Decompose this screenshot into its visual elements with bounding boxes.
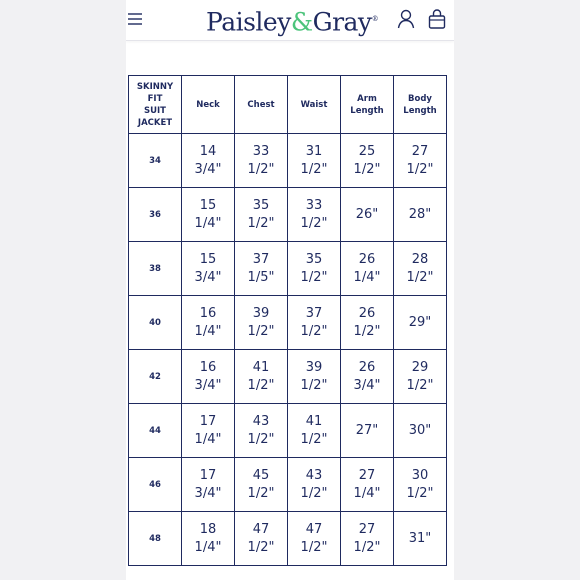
measurement-value: 35: [252, 197, 270, 213]
arm-length-cell: [341, 134, 394, 188]
measurement-value: 1/2": [300, 431, 328, 447]
measurement-value: 1/2": [353, 323, 381, 339]
measurement-value: 27: [358, 467, 376, 483]
measurement-value: 25: [358, 143, 376, 159]
chest-cell: [235, 188, 288, 242]
header-body-length: [394, 76, 447, 134]
measurement-value: 1/2": [406, 377, 434, 393]
chest-cell: [235, 350, 288, 404]
phone-screen: [126, 0, 454, 580]
waist-cell: [288, 512, 341, 566]
header-label-line: Body: [408, 93, 432, 104]
chest-cell: [235, 134, 288, 188]
measurement-value: 1/2": [406, 485, 434, 501]
measurement-value: 1/2": [300, 215, 328, 231]
body-length-cell: [394, 458, 447, 512]
measurement-value: 33: [252, 143, 270, 159]
measurement-value: 30": [408, 422, 432, 438]
size-cell: [129, 134, 182, 188]
size-value: 48: [149, 533, 161, 544]
measurement-value: 1/4": [194, 431, 222, 447]
waist-cell: [288, 296, 341, 350]
table-row: [129, 350, 447, 404]
menu-icon[interactable]: [128, 12, 142, 26]
body-length-cell: [394, 188, 447, 242]
arm-length-cell: [341, 404, 394, 458]
measurement-value: 45: [252, 467, 270, 483]
size-value: 36: [149, 209, 161, 220]
neck-cell: [182, 404, 235, 458]
waist-cell: [288, 350, 341, 404]
measurement-value: 27: [358, 521, 376, 537]
header-neck: [182, 76, 235, 134]
header-suit-jacket: [129, 76, 182, 134]
size-value: 34: [149, 155, 161, 166]
measurement-value: 31": [408, 530, 432, 546]
measurement-value: 1/2": [247, 161, 275, 177]
neck-cell: [182, 134, 235, 188]
measurement-value: 17: [199, 413, 217, 429]
brand-name-part2: Gray: [312, 7, 372, 37]
table-header-row: [129, 76, 447, 134]
body-length-cell: [394, 512, 447, 566]
measurement-value: 16: [199, 305, 217, 321]
waist-cell: [288, 188, 341, 242]
body-length-cell: [394, 350, 447, 404]
neck-cell: [182, 512, 235, 566]
measurement-value: 37: [305, 305, 323, 321]
neck-cell: [182, 242, 235, 296]
header-arm-length: [341, 76, 394, 134]
measurement-value: 3/4": [194, 485, 222, 501]
measurement-value: 16: [199, 359, 217, 375]
measurement-value: 1/2": [247, 215, 275, 231]
size-value: 42: [149, 371, 161, 382]
table-row: [129, 458, 447, 512]
measurement-value: 47: [252, 521, 270, 537]
size-value: 44: [149, 425, 161, 436]
arm-length-cell: [341, 458, 394, 512]
measurement-value: 47: [305, 521, 323, 537]
brand-name-part1: Paisley: [206, 7, 291, 37]
registered-mark: ®: [371, 15, 379, 23]
brand-logo[interactable]: [206, 4, 378, 37]
measurement-value: 39: [305, 359, 323, 375]
measurement-value: 27": [355, 422, 379, 438]
arm-length-cell: [341, 242, 394, 296]
header-label-line: Length: [403, 105, 437, 116]
measurement-value: 29": [408, 314, 432, 330]
measurement-value: 43: [305, 467, 323, 483]
body-length-cell: [394, 242, 447, 296]
measurement-value: 41: [305, 413, 323, 429]
measurement-value: 1/2": [247, 431, 275, 447]
measurement-value: 1/2": [406, 161, 434, 177]
size-cell: [129, 404, 182, 458]
measurement-value: 43: [252, 413, 270, 429]
measurement-value: 26": [355, 206, 379, 222]
measurement-value: 1/4": [194, 539, 222, 555]
size-value: 38: [149, 263, 161, 274]
table-row: [129, 404, 447, 458]
neck-cell: [182, 350, 235, 404]
measurement-value: 1/2": [247, 485, 275, 501]
header-label-line: SUIT: [144, 105, 166, 116]
table-row: [129, 134, 447, 188]
measurement-value: 1/2": [300, 377, 328, 393]
arm-length-cell: [341, 188, 394, 242]
measurement-value: 35: [305, 251, 323, 267]
measurement-value: 14: [199, 143, 217, 159]
measurement-value: 1/2": [300, 539, 328, 555]
waist-cell: [288, 242, 341, 296]
header-label-line: JACKET: [137, 117, 173, 128]
header-chest: [235, 76, 288, 134]
body-length-cell: [394, 134, 447, 188]
site-header: [126, 0, 454, 41]
body-length-cell: [394, 404, 447, 458]
size-cell: [129, 458, 182, 512]
measurement-value: 39: [252, 305, 270, 321]
waist-cell: [288, 458, 341, 512]
size-cell: [129, 242, 182, 296]
chest-cell: [235, 296, 288, 350]
measurement-value: 1/2": [247, 323, 275, 339]
measurement-value: 29: [411, 359, 429, 375]
measurement-value: 15: [199, 197, 217, 213]
measurement-value: 1/5": [247, 269, 275, 285]
chest-cell: [235, 242, 288, 296]
measurement-value: 3/4": [194, 269, 222, 285]
header-label-line: Waist: [300, 99, 328, 110]
arm-length-cell: [341, 350, 394, 404]
measurement-value: 1/2": [247, 377, 275, 393]
measurement-value: 1/2": [353, 539, 381, 555]
measurement-value: 15: [199, 251, 217, 267]
header-waist: [288, 76, 341, 134]
measurement-value: 33: [305, 197, 323, 213]
measurement-value: 1/2": [353, 161, 381, 177]
table-row: [129, 296, 447, 350]
size-value: 46: [149, 479, 161, 490]
size-cell: [129, 350, 182, 404]
measurement-value: 27: [411, 143, 429, 159]
header-label-line: SKINNY: [136, 81, 174, 92]
measurement-value: 1/4": [353, 269, 381, 285]
header-label-line: Neck: [196, 99, 220, 110]
size-cell: [129, 512, 182, 566]
header-label-line: Arm: [357, 93, 377, 104]
table-row: [129, 242, 447, 296]
header-label-line: FIT: [147, 93, 163, 104]
waist-cell: [288, 134, 341, 188]
measurement-value: 1/4": [194, 323, 222, 339]
measurement-value: 31: [305, 143, 323, 159]
size-cell: [129, 188, 182, 242]
measurement-value: 3/4": [353, 377, 381, 393]
size-value: 40: [149, 317, 161, 328]
header-label-line: Chest: [247, 99, 275, 110]
arm-length-cell: [341, 512, 394, 566]
arm-length-cell: [341, 296, 394, 350]
chest-cell: [235, 404, 288, 458]
neck-cell: [182, 458, 235, 512]
measurement-value: 30: [411, 467, 429, 483]
measurement-value: 1/4": [194, 215, 222, 231]
measurement-value: 18: [199, 521, 217, 537]
measurement-value: 28": [408, 206, 432, 222]
measurement-value: 3/4": [194, 377, 222, 393]
neck-cell: [182, 188, 235, 242]
measurement-value: 1/2": [247, 539, 275, 555]
waist-cell: [288, 404, 341, 458]
user-icon[interactable]: [397, 9, 415, 29]
measurement-value: 1/2": [300, 161, 328, 177]
chest-cell: [235, 512, 288, 566]
size-chart-table: [128, 75, 447, 566]
measurement-value: 41: [252, 359, 270, 375]
chest-cell: [235, 458, 288, 512]
measurement-value: 1/2": [406, 269, 434, 285]
neck-cell: [182, 296, 235, 350]
measurement-value: 1/4": [353, 485, 381, 501]
table-row: [129, 512, 447, 566]
bag-icon[interactable]: [428, 9, 446, 29]
measurement-value: 37: [252, 251, 270, 267]
measurement-value: 28: [411, 251, 429, 267]
measurement-value: 17: [199, 467, 217, 483]
measurement-value: 26: [358, 305, 376, 321]
measurement-value: 1/2": [300, 485, 328, 501]
measurement-value: 26: [358, 251, 376, 267]
measurement-value: 1/2": [300, 323, 328, 339]
brand-ampersand: &: [290, 7, 313, 37]
body-length-cell: [394, 296, 447, 350]
measurement-value: 1/2": [300, 269, 328, 285]
header-label-line: Length: [350, 105, 384, 116]
size-cell: [129, 296, 182, 350]
measurement-value: 26: [358, 359, 376, 375]
table-row: [129, 188, 447, 242]
measurement-value: 3/4": [194, 161, 222, 177]
